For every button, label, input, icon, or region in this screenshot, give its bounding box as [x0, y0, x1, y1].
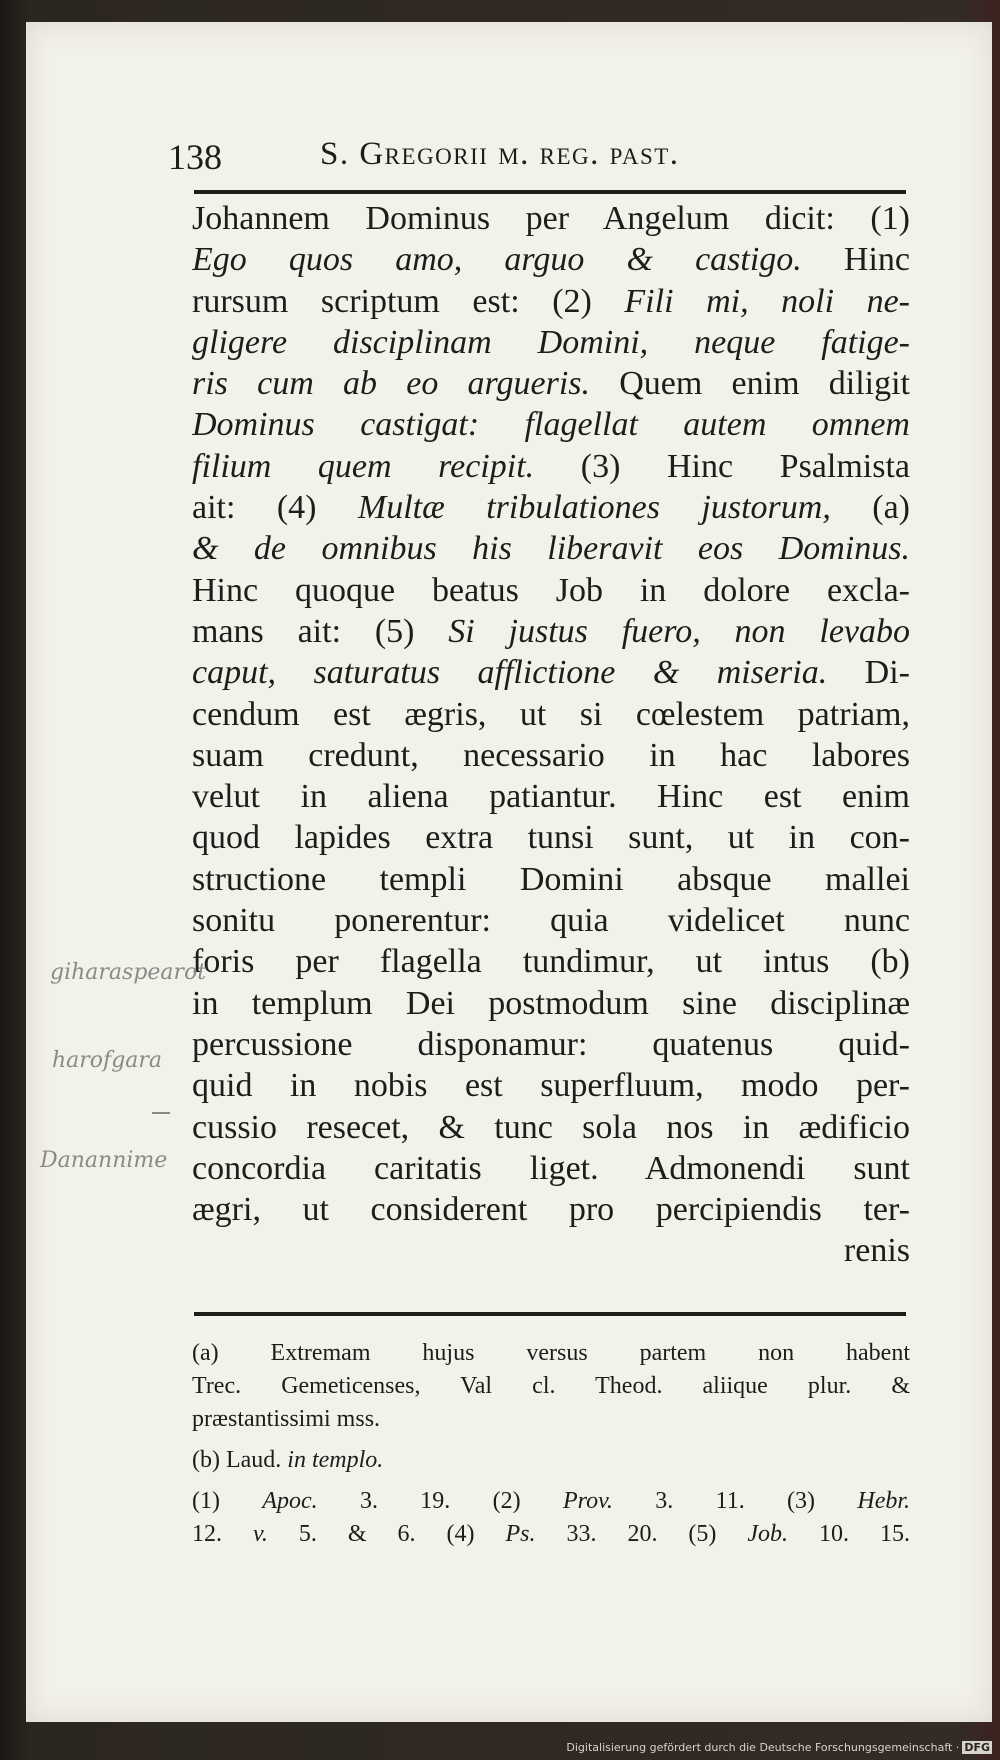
roman-text: Hinc [801, 241, 910, 279]
roman-text: Hinc quoque beatus Job in dolore excla- [192, 571, 910, 609]
roman-text: 5. & 6. (4) [267, 1521, 506, 1547]
italic-text: in templo. [287, 1447, 384, 1473]
footnote-line [192, 1444, 910, 1477]
text-line [192, 611, 910, 652]
scripture-references [192, 1485, 910, 1551]
italic-text: Hebr. [857, 1488, 910, 1514]
roman-text: 3. 11. (3) [612, 1488, 858, 1514]
roman-text: Trec. Gemeticenses, Val cl. Theod. aliique plur. & [192, 1373, 910, 1399]
italic-text: Multæ tribulationes justorum, [357, 489, 831, 527]
roman-text: velut in aliena patiantur. Hinc est enim [192, 778, 910, 816]
roman-text: ægri, ut considerent pro percipiendis ter- [192, 1191, 910, 1229]
roman-text: (b) Laud. [192, 1447, 288, 1473]
text-line [192, 1024, 910, 1065]
footnote-rule [194, 1312, 906, 1316]
roman-text: 12. [192, 1521, 253, 1547]
footnote-a [192, 1337, 910, 1436]
text-line [192, 363, 910, 404]
footnote-line [192, 1518, 910, 1551]
roman-text: structione templi Domini absque mallei [192, 860, 910, 898]
italic-text: Ps. [505, 1521, 536, 1547]
footnote-b [192, 1444, 910, 1477]
page-header [168, 136, 914, 182]
text-line [192, 1148, 910, 1189]
text-line [192, 239, 910, 280]
text-line [192, 941, 910, 982]
roman-text: mans ait: (5) [192, 612, 449, 650]
footnotes [192, 1337, 910, 1551]
roman-text: quod lapides extra tunsi sunt, ut in con- [192, 819, 910, 857]
text-line [192, 446, 910, 487]
roman-text: cendum est ægris, ut si cœlestem patriam, [192, 695, 910, 733]
roman-text: 3. 19. (2) [317, 1488, 563, 1514]
roman-text: in templum Dei postmodum sine disciplinæ [192, 984, 910, 1022]
text-line [192, 1107, 910, 1148]
marginal-note-2: harofgara [52, 1048, 163, 1073]
text-line [192, 198, 910, 239]
text-line [192, 735, 910, 776]
italic-text: & de omnibus his liberavit eos Dominus. [192, 530, 910, 568]
footnote-line [192, 1485, 910, 1518]
roman-text: 10. 15. [788, 1521, 910, 1547]
text-line [192, 859, 910, 900]
roman-text: Johannem Dominus per Angelum dicit: (1) [192, 200, 910, 237]
marginal-note-3: Danannime [40, 1148, 168, 1173]
italic-text: Job. [747, 1521, 789, 1547]
text-line [192, 487, 910, 528]
roman-text: (1) [192, 1488, 263, 1514]
roman-text: concordia caritatis liget. Admonendi sunt [192, 1149, 910, 1187]
text-line [192, 322, 910, 363]
roman-text: præstantissimi mss. [192, 1406, 381, 1432]
italic-text: v. [253, 1521, 268, 1547]
italic-text: Prov. [562, 1488, 613, 1514]
credit-text: Digitalisierung gefördert durch die Deutsche Forschungsgemeinschaft · [566, 1741, 960, 1754]
roman-text: ait: (4) [192, 489, 358, 527]
marginal-dash [152, 1112, 170, 1114]
roman-text: (3) Hinc Psalmista [534, 447, 910, 485]
italic-text: ris cum ab eo argueris. [192, 365, 591, 403]
text-line [192, 570, 910, 611]
main-text [192, 198, 910, 1272]
text-line [192, 983, 910, 1024]
italic-text: caput, saturatus afflictione & miseria. [192, 654, 828, 692]
footnote-line [192, 1403, 910, 1436]
roman-text: percussione disponamur: quatenus quid- [192, 1025, 910, 1063]
roman-text: sonitu ponerentur: quia videlicet nunc [192, 902, 910, 940]
text-line [192, 404, 910, 445]
roman-text: (a) [830, 489, 910, 527]
roman-text: foris per flagella tundimur, ut intus (b) [192, 943, 910, 981]
dfg-logo: DFG [964, 1741, 990, 1754]
digitization-credit [566, 1741, 992, 1759]
text-line [192, 900, 910, 941]
roman-text: quid in nobis est superfluum, modo per- [192, 1067, 910, 1105]
roman-text: Quem enim diligit [590, 365, 910, 403]
italic-text: Apoc. [262, 1488, 318, 1514]
footnote-line [192, 1337, 910, 1370]
roman-text: 33. 20. (5) [535, 1521, 748, 1547]
marginal-note-1: giharaspearot [50, 960, 207, 985]
italic-text: Dominus castigat: flagellat autem omnem [192, 406, 910, 444]
italic-text: Fili mi, noli ne- [624, 282, 910, 320]
text-line [192, 652, 910, 693]
roman-text: Di- [827, 654, 910, 692]
text-line [192, 1230, 910, 1271]
text-line [192, 528, 910, 569]
roman-text: renis [843, 1232, 910, 1270]
page-number: 138 [168, 137, 222, 177]
roman-text: suam credunt, necessario in hac labores [192, 736, 910, 774]
italic-text: gligere disciplinam Domini, neque fatige- [192, 323, 910, 361]
text-line [192, 281, 910, 322]
text-line [192, 1189, 910, 1230]
text-line [192, 694, 910, 735]
roman-text: rursum scriptum est: (2) [192, 282, 625, 320]
running-title: S. Gregorii m. reg. past. [320, 136, 680, 172]
italic-text: Si justus fuero, non levabo [448, 612, 910, 650]
text-line [192, 817, 910, 858]
text-line [192, 776, 910, 817]
roman-text: (a) Extremam hujus versus partem non habent [192, 1340, 910, 1366]
italic-text: filium quem recipit. [192, 447, 535, 485]
header-rule [194, 190, 906, 194]
italic-text: Ego quos amo, arguo & castigo. [192, 241, 802, 279]
footnote-line [192, 1370, 910, 1403]
roman-text: cussio resecet, & tunc sola nos in ædificio [192, 1108, 910, 1146]
text-line [192, 1065, 910, 1106]
